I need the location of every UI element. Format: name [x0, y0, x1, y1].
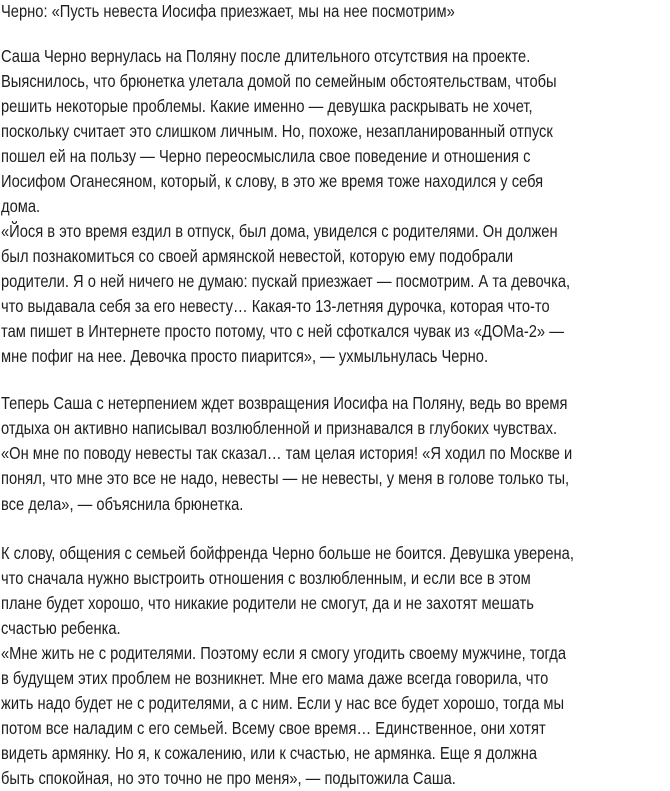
paragraph-line: видеть армянку. Но я, к сожалению, или к счастью, не армянка. Еще я должна — [1, 743, 538, 763]
paragraph-line: поскольку считает это слишком личным. Но, похоже, незапланированный отпуск — [1, 121, 553, 141]
paragraph-line: Иосифом Оганесяном, который, к слову, в это же время тоже находился у себя — [1, 171, 544, 191]
paragraph-line: что сначала нужно выстроить отношения с возлюбленным, и если все в этом — [1, 568, 531, 588]
paragraph-line: решить некоторые проблемы. Какие именно — девушка раскрывать не хочет, — [1, 96, 533, 116]
paragraph-line: пошел ей на пользу — Черно переосмыслила свое поведение и отношения с — [1, 146, 531, 166]
paragraph-line: родители. Я о ней ничего не думаю: пускай приезжает — посмотрим. А та девочка, — [1, 271, 571, 291]
paragraph-line: счастью ребенка. — [1, 618, 121, 638]
paragraph-line: дома. — [1, 196, 41, 216]
paragraph-line: «Йося в это время ездил в отпуск, был дома, увиделся с родителями. Он должен — [1, 221, 558, 241]
paragraph-line: плане будет хорошо, что никакие родители не смогут, да и не захотят мешать — [1, 593, 534, 613]
paragraph-line: К слову, общения с семьей бойфренда Черно больше не боится. Девушка уверена, — [1, 543, 574, 563]
paragraph-line: жить надо будет не с родителями, а с ним. Если у нас все будет хорошо, тогда мы — [1, 693, 565, 713]
paragraph-line: в будущем этих проблем не возникнет. Мне его мама даже всегда говорила, что — [1, 668, 549, 688]
paragraph-line: Саша Черно вернулась на Поляну после длительного отсутствия на проекте. — [1, 46, 531, 66]
paragraph-line: все дела», — объяснила брюнетка. — [1, 494, 244, 514]
paragraph-line: быть спокойная, но это точно не про меня», — подытожила Саша. — [1, 768, 456, 788]
paragraph-line: потом все наладим с его семьей. Всему свое время… Единственное, они хотят — [1, 718, 546, 738]
paragraph-line: «Мне жить не с родителями. Поэтому если я смогу угодить своему мужчине, тогда — [1, 643, 567, 663]
paragraph-line: был познакомиться со своей армянской невестой, которую ему подобрали — [1, 246, 514, 266]
paragraph-line: «Он мне по поводу невесты так сказал… там целая история! «Я ходил по Москве и — [1, 443, 573, 463]
paragraph-line: там пишет в Интернете просто потому, что с ней сфоткался чувак из «ДОМа-2» — — [1, 321, 564, 341]
paragraph-line: Выяснилось, что брюнетка улетала домой по семейным обстоятельствам, чтобы — [1, 71, 557, 91]
paragraph-line: что выдавала себя за его невесту… Какая-то 13-летняя дурочка, которая что-то — [1, 296, 550, 316]
paragraph-line: Теперь Саша с нетерпением ждет возвращения Иосифа на Поляну, ведь во время — [1, 393, 568, 413]
paragraph-line: мне пофиг на нее. Девочка просто пиарится», — ухмыльнулась Черно. — [1, 346, 489, 366]
paragraph-line: отдыха он активно написывал возлюбленной и признавался в глубоких чувствах. — [1, 418, 558, 438]
paragraph-line: понял, что мне это все не надо, невесты — не невесты, у меня в голове только ты, — [1, 468, 570, 488]
article-title: Черно: «Пусть невеста Иосифа приезжает, мы на нее посмотрим» — [1, 1, 455, 21]
